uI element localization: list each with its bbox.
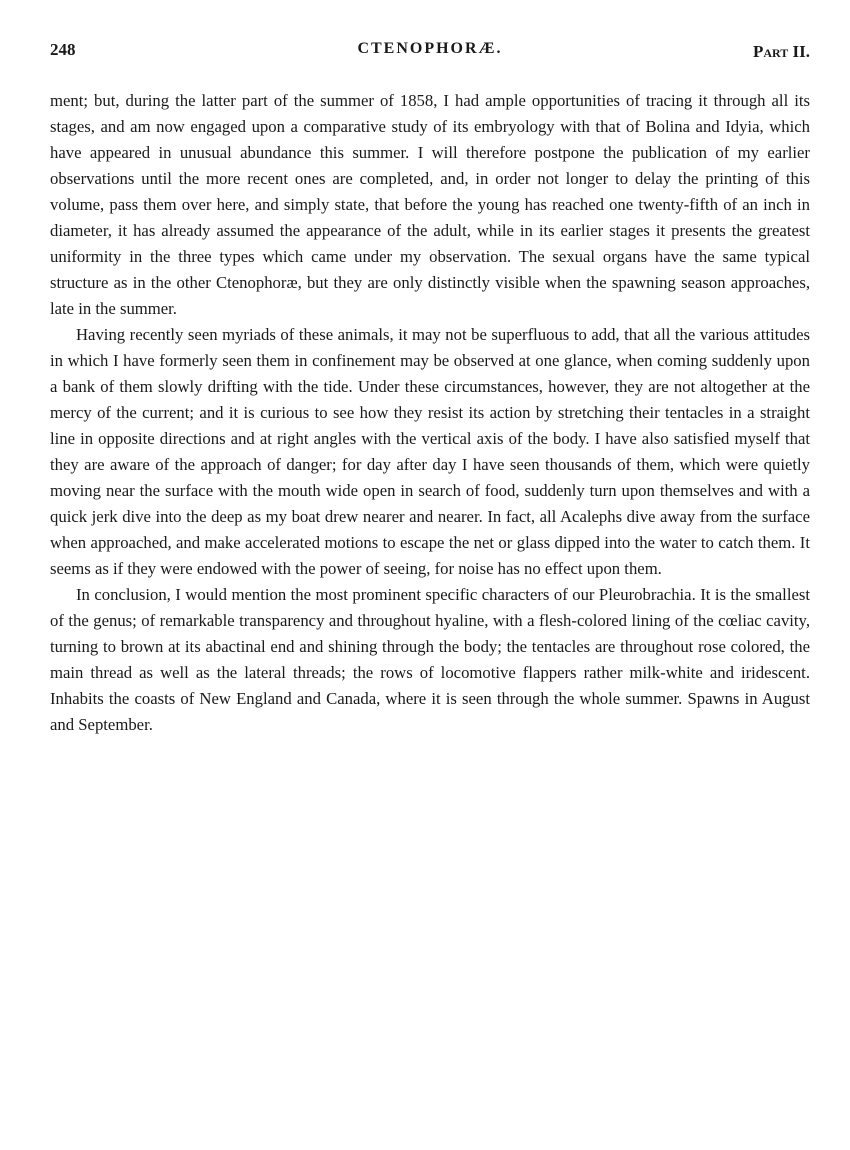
paragraph-conclusion: In conclusion, I would mention the most prominent specific characters of our Pleurobrachia. It is the smallest of the genus; of remarkable transparency and throughout hyaline, with a flesh-colored lining of the cœliac cavity, turning to brown at its abactinal end and shining through the body; the tentacles are throughout rose colored, the main thread as well as the lateral threads; the rows of locomotive flappers rather milk-white and iridescent. Inhabits the coasts of New England and Canada, where it is seen through the whole summer. Spawns in August and September. <box>50 585 810 734</box>
page-number: 248 <box>50 40 76 59</box>
part-label: Part II. <box>752 42 810 61</box>
body-text <box>50 88 810 738</box>
running-head <box>50 40 810 68</box>
paragraph-behavior: Having recently seen myriads of these animals, it may not be superfluous to add, that all the various attitudes in which I have formerly seen them in confinement may be observed at one glance, when coming suddenly upon a bank of them slowly drifting with the tide. Under these circumstances, however, they are not altogether at the mercy of the current; and it is curious to see how they resist its action by stretching their tentacles in a straight line in opposite directions and at right angles with the vertical axis of the body. I have also satisfied myself that they are aware of the approach of danger; for day after day I have seen thousands of them, which were quietly moving near the surface with the mouth wide open in search of food, suddenly turn upon themselves and with a quick jerk dive into the deep as my boat drew nearer and nearer. In fact, all Acalephs dive away from the surface when approached, and make accelerated motions to escape the net or glass dipped into the water to catch them. It seems as if they were endowed with the power of seeing, for noise has no effect upon them. <box>50 325 810 578</box>
running-title: CTENOPHORÆ. <box>357 40 503 57</box>
paragraph-continuation: ment; but, during the latter part of the summer of 1858, I had ample opportunities of tracing it through all its stages, and am now engaged upon a comparative study of its embryology with that of Bolina and Idyia, which have appeared in unusual abundance this summer. I will therefore postpone the publication of my earlier observations until the more recent ones are completed, and, in order not longer to delay the printing of this volume, pass them over here, and simply state, that before the young has reached one twenty-fifth of an inch in diameter, it has already assumed the appearance of the adult, while in its earlier stages it presents the greatest uniformity in the three types which came under my observation. The sexual organs have the same typical structure as in the other Ctenophoræ, but they are only distinctly visible when the spawning season approaches, late in the summer. <box>50 91 810 318</box>
